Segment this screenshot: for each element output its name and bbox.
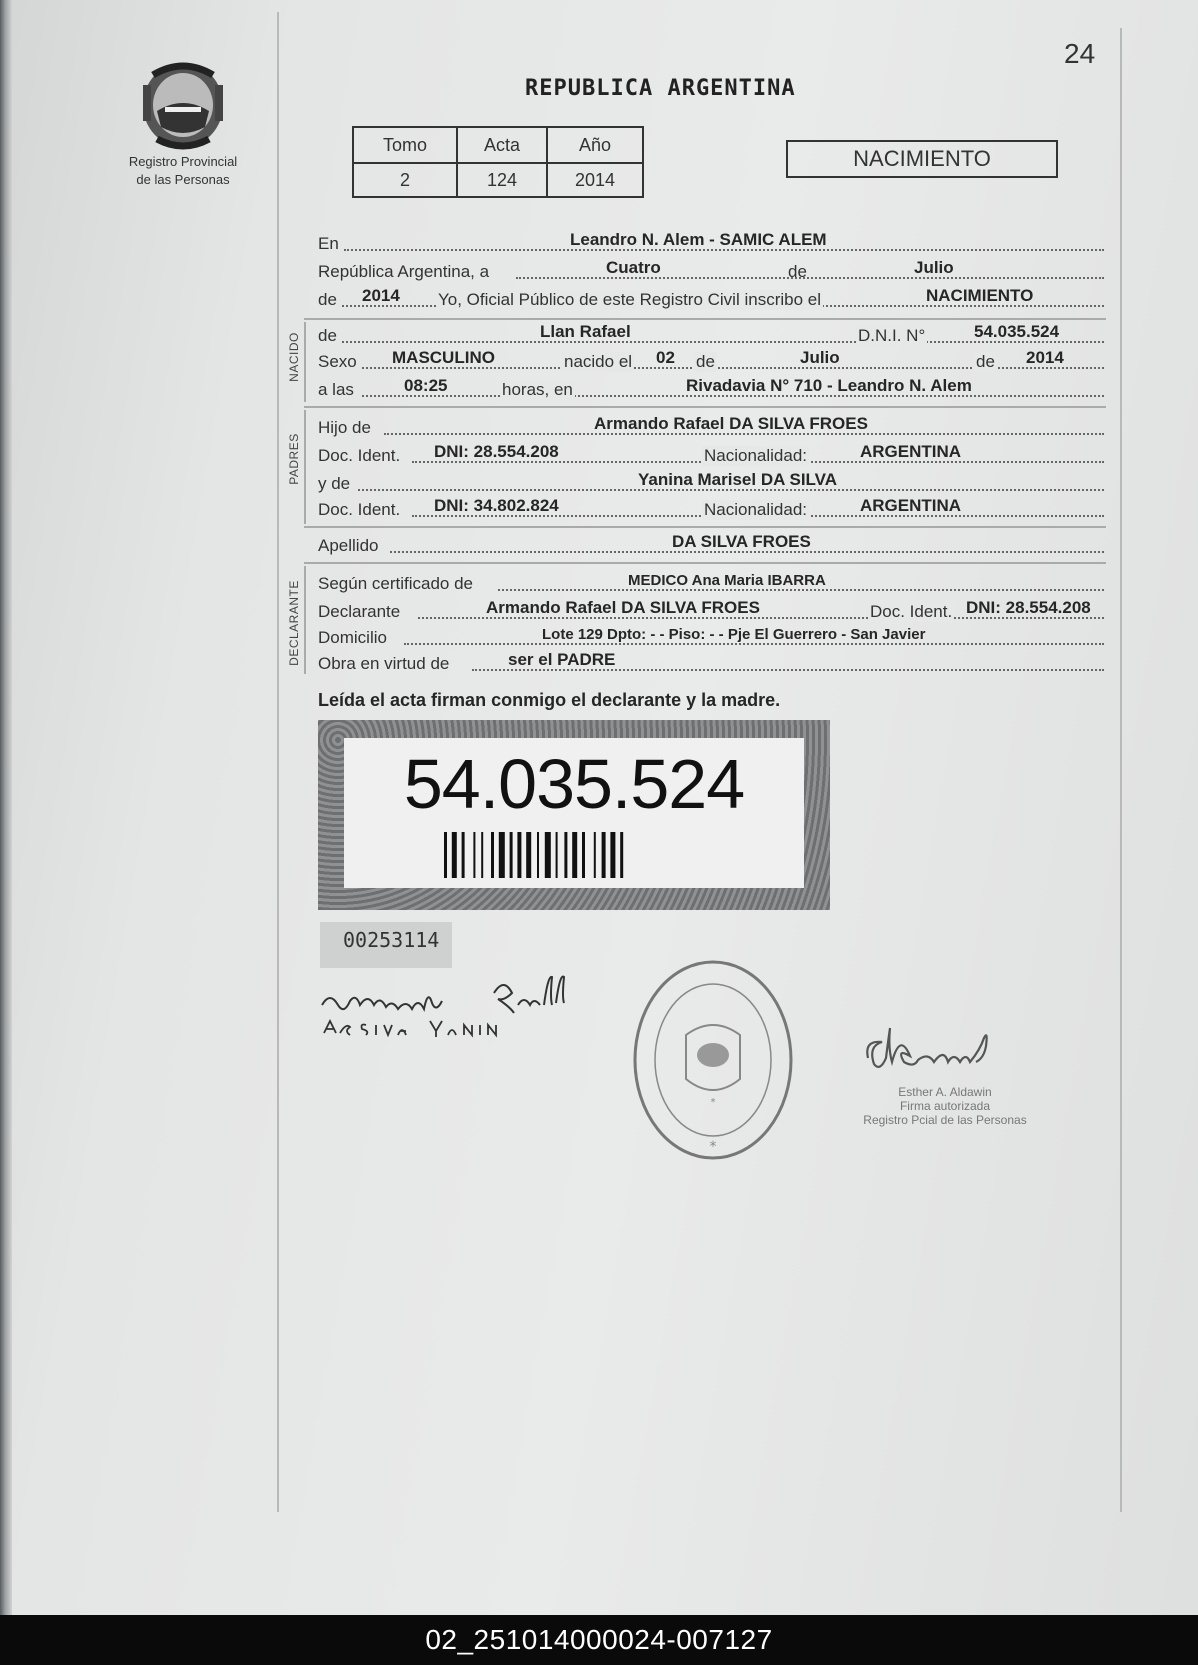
file-code-bar: 02_251014000024-007127 (0, 1615, 1198, 1665)
section-divider (304, 406, 1106, 408)
left-margin-line (277, 12, 279, 1512)
value-apellido: DA SILVA FROES (672, 532, 811, 551)
label-name-de: de (318, 326, 337, 345)
label-hijo-de: Hijo de (318, 418, 371, 437)
label-obra: Obra en virtud de (318, 654, 450, 673)
section-bracket (304, 322, 306, 402)
label-doc-ident: Doc. Ident. (318, 500, 401, 519)
row-declarante (318, 598, 1104, 624)
registry-header-tomo: Tomo (353, 127, 457, 163)
label-certificado: Según certificado de (318, 574, 473, 593)
label-declarante: Declarante (318, 602, 401, 621)
page-number: 24 (1064, 38, 1096, 69)
value-month: Julio (914, 258, 954, 277)
value-madre-doc: DNI: 34.802.824 (434, 496, 559, 515)
row-madre-doc (318, 496, 1104, 522)
value-padre: Armando Rafael DA SILVA FROES (594, 414, 868, 433)
official-text: Yo, Oficial Público de este Registro Civil inscribo el (438, 290, 821, 309)
dotted-line (516, 277, 1104, 279)
row-official (318, 286, 1104, 312)
label-republica: República Argentina, a (318, 262, 490, 281)
label-sexo: Sexo (318, 352, 357, 371)
svg-text:*: * (710, 1097, 716, 1108)
svg-text:*: * (709, 1139, 717, 1155)
section-label-nacido: NACIDO (287, 332, 301, 382)
label-dni: D.N.I. N° (858, 326, 926, 345)
official-seal (628, 955, 798, 1165)
value-declarante: Armando Rafael DA SILVA FROES (486, 598, 760, 617)
label-month-de: de (696, 352, 715, 371)
declarant-signature (318, 975, 588, 1055)
value-obra: ser el PADRE (508, 650, 616, 669)
value-padre-doc: DNI: 28.554.208 (434, 442, 559, 461)
section-divider (304, 526, 1106, 528)
dotted-line (498, 589, 1104, 591)
row-apellido (318, 532, 1104, 558)
value-year: 2014 (362, 286, 400, 305)
page-binding-edge (0, 0, 12, 1615)
registry-header-anio: Año (547, 127, 643, 163)
label-apellido: Apellido (318, 536, 379, 555)
official-signature-caption (855, 1085, 1035, 1127)
label-de: de (788, 262, 807, 281)
stamp-label (344, 738, 804, 888)
value-inscription: NACIMIENTO (926, 286, 1034, 305)
label-a-las: a las (318, 380, 354, 399)
section-label-declarante: DECLARANTE (287, 580, 301, 666)
official-role: Firma autorizada (899, 1099, 991, 1113)
value-decl-doc: DNI: 28.554.208 (966, 598, 1091, 617)
value-birth-day: 02 (656, 348, 675, 367)
official-signature (858, 1018, 1078, 1088)
registry-value-acta: 124 (457, 163, 547, 197)
row-hijo-de (318, 414, 1104, 440)
official-name: Esther A. Aldawin (898, 1085, 992, 1099)
stamp-dni-number: 54.035.524 (403, 745, 745, 823)
row-obra (318, 650, 1104, 676)
label-y-de: y de (318, 474, 351, 493)
row-nacido-sexo (318, 348, 1104, 374)
act-type-box: NACIMIENTO (786, 140, 1058, 178)
logo-caption-line1: Registro Provincial (128, 154, 238, 169)
row-republica (318, 258, 1104, 284)
value-padre-nac: ARGENTINA (860, 442, 962, 461)
section-label-padres: PADRES (287, 433, 301, 485)
value-domicilio: Lote 129 Dpto: - - Piso: - - Pje El Guerrero - San Javier (542, 626, 926, 643)
label-horas-en: horas, en (502, 380, 573, 399)
registry-table (352, 126, 644, 198)
value-madre: Yanina Marisel DA SILVA (638, 470, 838, 489)
value-birth-month: Julio (800, 348, 840, 367)
value-birth-year: 2014 (1026, 348, 1064, 367)
closing-statement: Leída el acta firman conmigo el declarante y la madre. (318, 690, 781, 710)
right-margin-line (1120, 28, 1122, 1512)
coat-of-arms-icon (135, 55, 231, 151)
value-certificado: MEDICO Ana Maria IBARRA (628, 572, 826, 589)
logo-caption-line2: de las Personas (136, 172, 230, 187)
label-en: En (318, 234, 339, 253)
label-year-de2: de (976, 352, 995, 371)
official-office: Registro Pcial de las Personas (863, 1113, 1027, 1127)
identity-stamp (318, 720, 830, 910)
value-sexo: MASCULINO (392, 348, 495, 367)
registry-value-anio: 2014 (547, 163, 643, 197)
section-divider (304, 562, 1106, 564)
registry-value-tomo: 2 (353, 163, 457, 197)
row-en (318, 230, 1104, 256)
registry-logo (118, 55, 248, 187)
row-padre-doc (318, 442, 1104, 468)
label-nacido-el: nacido el (564, 352, 633, 371)
row-certificado (318, 574, 1104, 596)
section-bracket (304, 410, 306, 524)
value-child-name: Llan Rafael (540, 322, 631, 341)
value-lugar: Rivadavia N° 710 - Leandro N. Alem (686, 376, 972, 395)
section-divider (304, 318, 1106, 320)
row-y-de (318, 470, 1104, 496)
label-nacionalidad: Nacionalidad: (704, 446, 808, 465)
document-title: REPUBLICA ARGENTINA (525, 76, 796, 101)
value-madre-nac: ARGENTINA (860, 496, 962, 515)
row-nacido-hora (318, 376, 1104, 402)
dotted-line (404, 643, 1104, 645)
value-child-dni: 54.035.524 (974, 322, 1060, 341)
label-domicilio: Domicilio (318, 628, 387, 647)
registry-header-acta: Acta (457, 127, 547, 163)
value-day-words: Cuatro (606, 258, 661, 277)
row-domicilio (318, 628, 1104, 650)
barcode-icon (444, 832, 749, 878)
row-nacido-name (318, 322, 1104, 348)
value-hora: 08:25 (404, 376, 448, 395)
label-decl-doc: Doc. Ident. (870, 602, 953, 621)
label-year-de: de (318, 290, 337, 309)
label-nacionalidad: Nacionalidad: (704, 500, 808, 519)
section-bracket (304, 566, 306, 674)
control-number: 00253114 (343, 928, 440, 952)
label-doc-ident: Doc. Ident. (318, 446, 401, 465)
value-en: Leandro N. Alem - SAMIC ALEM (570, 230, 827, 249)
